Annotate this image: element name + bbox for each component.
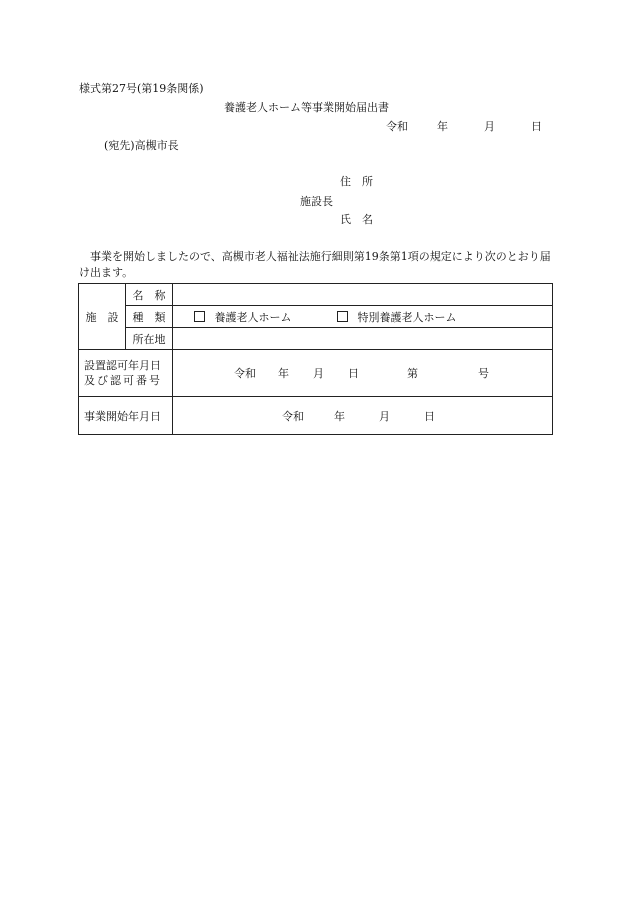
facility-type-label: 種 類 bbox=[126, 306, 173, 328]
approval-number-suffix: 号 bbox=[478, 367, 489, 380]
facility-type-field bbox=[173, 306, 553, 328]
submission-date bbox=[386, 120, 542, 134]
approval-label-line1: 設置認可年月日 bbox=[84, 359, 161, 372]
approval-day: 日 bbox=[348, 367, 359, 380]
start-date-field[interactable] bbox=[173, 397, 553, 435]
approval-month: 月 bbox=[313, 367, 324, 380]
checkbox-special-nursing-home[interactable] bbox=[337, 311, 348, 322]
form-number: 様式第27号(第19条関係) bbox=[79, 82, 204, 95]
approval-year: 年 bbox=[278, 367, 289, 380]
option-nursing-home: 養護老人ホーム bbox=[214, 310, 292, 324]
approval-number-prefix: 第 bbox=[407, 367, 418, 380]
facility-form-table bbox=[78, 283, 553, 435]
start-month: 月 bbox=[379, 409, 390, 423]
date-era: 令和 bbox=[386, 120, 408, 133]
director-label: 施設長 bbox=[300, 195, 333, 208]
address-label: 住 所 bbox=[340, 175, 373, 188]
facility-label: 施 設 bbox=[79, 284, 126, 350]
approval-era: 令和 bbox=[234, 367, 256, 380]
option-special-nursing-home: 特別養護老人ホーム bbox=[357, 310, 457, 324]
document-title: 養護老人ホーム等事業開始届出書 bbox=[224, 101, 389, 114]
facility-name-field[interactable] bbox=[173, 284, 553, 306]
approval-value-field[interactable] bbox=[173, 350, 553, 397]
date-year: 年 bbox=[437, 120, 448, 133]
start-date-label: 事業開始年月日 bbox=[79, 397, 173, 435]
addressee: (宛先)高槻市長 bbox=[104, 139, 179, 152]
name-label: 氏 名 bbox=[340, 213, 373, 226]
approval-label-line2: 及び認可番号 bbox=[84, 374, 162, 387]
facility-location-label: 所在地 bbox=[126, 328, 173, 350]
start-era: 令和 bbox=[282, 409, 304, 423]
approval-label bbox=[79, 350, 173, 397]
facility-name-label: 名 称 bbox=[126, 284, 173, 306]
start-year: 年 bbox=[334, 409, 345, 423]
date-month: 月 bbox=[484, 120, 495, 133]
start-day: 日 bbox=[424, 409, 435, 423]
date-day: 日 bbox=[531, 120, 542, 133]
facility-location-field[interactable] bbox=[173, 328, 553, 350]
checkbox-nursing-home[interactable] bbox=[194, 311, 205, 322]
statement-text: 事業を開始しましたので、高槻市老人福祉法施行細則第19条第1項の規定により次のとおり届け出ます。 bbox=[79, 250, 551, 279]
